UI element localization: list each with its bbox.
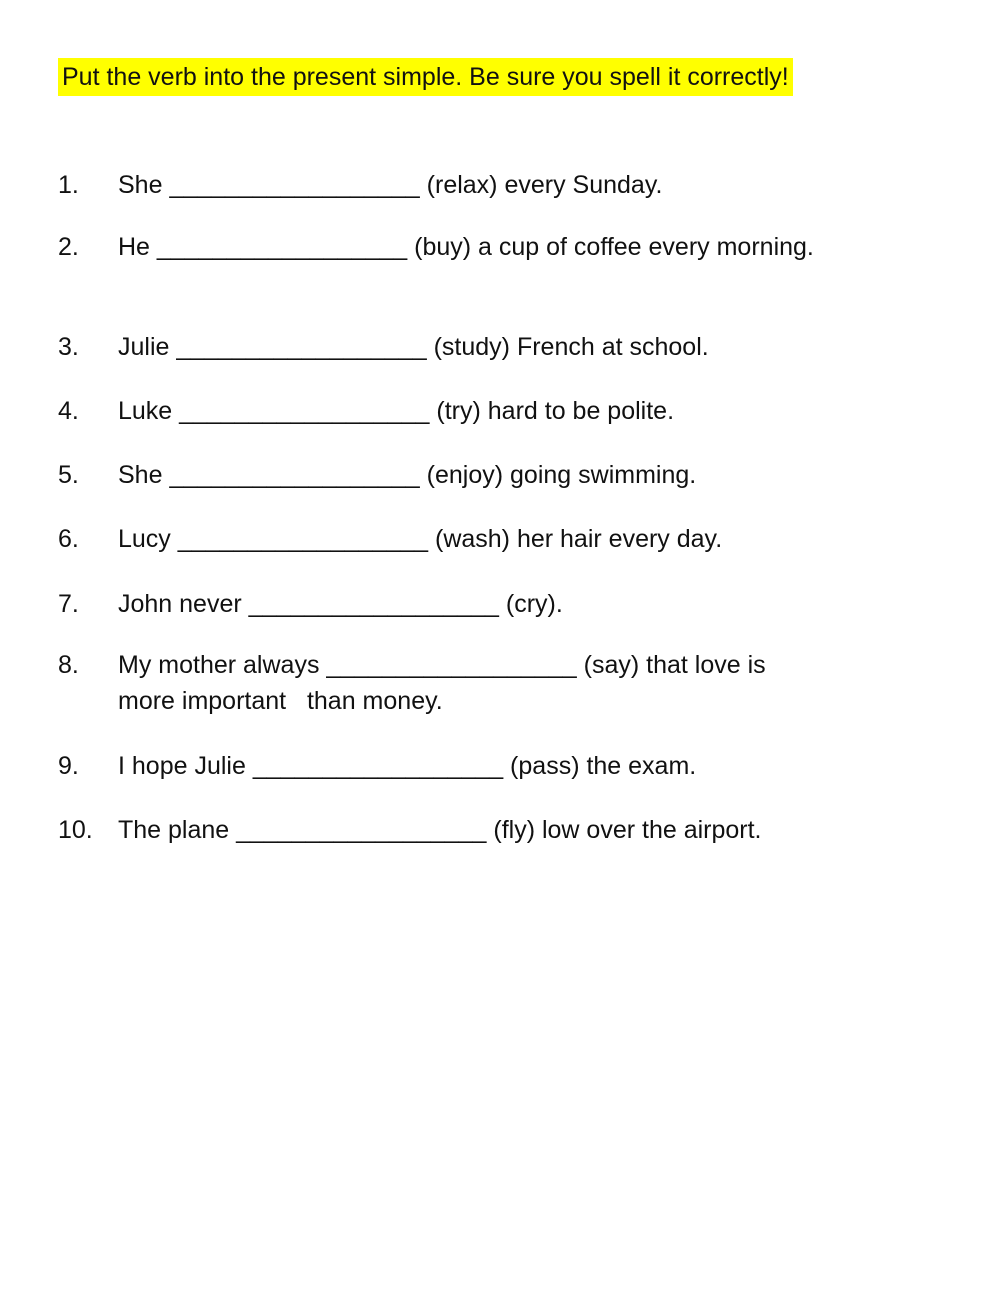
item-number: 2. [58,233,79,261]
sentence-start: Luke [118,397,180,425]
item-sentence [118,167,938,203]
item-number: 1. [58,171,79,199]
sentence-end: (study) French at school. [426,333,709,361]
sentence-end: (try) hard to be polite. [429,397,675,425]
item-sentence [118,748,938,784]
answer-blank[interactable]: __________________ [248,590,499,618]
instruction-banner: Put the verb into the present simple. Be sure you spell it correctly! [58,58,793,96]
item-number: 3. [58,333,79,361]
sentence-start: Julie [118,333,177,361]
item-number: 10. [58,816,93,844]
sentence-start: She [118,461,170,489]
item-number: 6. [58,525,79,553]
answer-blank[interactable]: __________________ [179,397,430,425]
sentence-start: The plane [118,816,237,844]
sentence-end: (wash) her hair every day. [428,525,723,553]
item-number: 4. [58,397,79,425]
sentence-end: (pass) the exam. [503,752,697,780]
answer-blank[interactable]: __________________ [252,752,504,780]
item-number: 9. [58,752,79,780]
item-sentence [118,393,938,429]
sentence-end: (cry). [498,590,563,618]
sentence-end: (relax) every Sunday. [419,171,663,199]
item-sentence [118,647,938,719]
answer-blank[interactable]: __________________ [326,651,577,679]
sentence-start: He [118,233,157,261]
sentence-end: (say) that love is more important than money. [118,651,766,715]
answer-blank[interactable]: __________________ [169,171,420,199]
item-sentence [118,812,938,848]
sentence-end: (fly) low over the airport. [486,816,762,844]
item-number: 8. [58,651,79,679]
answer-blank[interactable]: __________________ [236,816,487,844]
item-sentence [118,521,938,557]
answer-blank[interactable]: __________________ [176,333,427,361]
answer-blank[interactable]: __________________ [177,525,429,553]
sentence-end: (buy) a cup of coffee every morning. [407,233,814,261]
sentence-start: I hope Julie [118,752,253,780]
item-sentence [118,229,938,265]
sentence-end: (enjoy) going swimming. [419,461,697,489]
sentence-start: John never [118,590,249,618]
sentence-start: Lucy [118,525,178,553]
item-sentence [118,329,938,365]
item-number: 7. [58,590,79,618]
item-number: 5. [58,461,79,489]
item-sentence [118,586,938,622]
sentence-start: She [118,171,170,199]
item-sentence [118,457,938,493]
sentence-start: My mother always [118,651,327,679]
answer-blank[interactable]: __________________ [156,233,408,261]
answer-blank[interactable]: __________________ [169,461,420,489]
